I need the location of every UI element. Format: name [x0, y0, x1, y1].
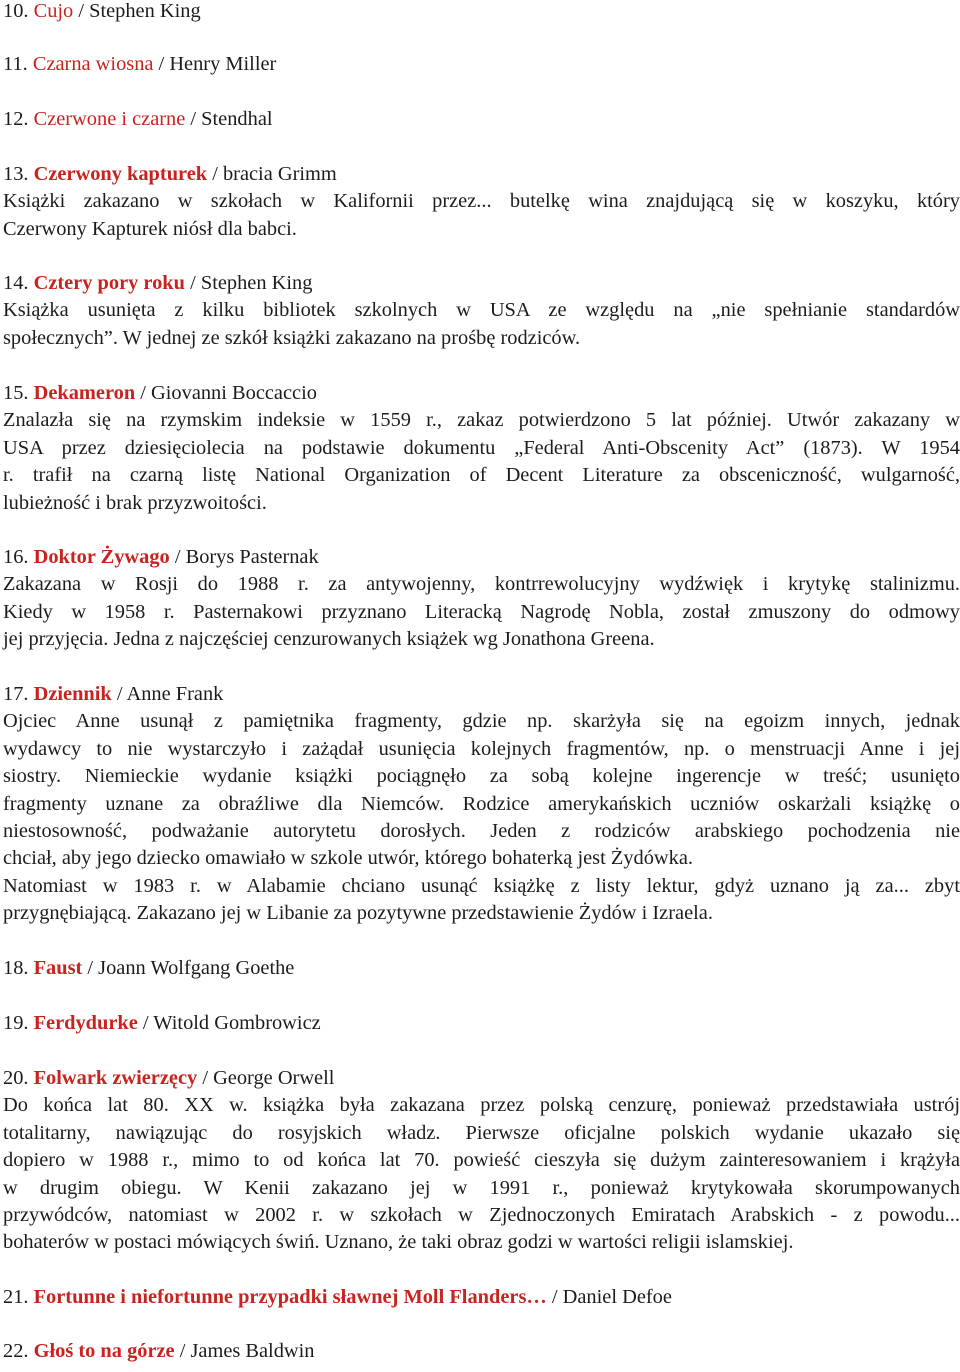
- book-description: [3, 297, 960, 352]
- book-title: Czarna wiosna: [32, 53, 154, 75]
- book-entry-10: [3, 0, 960, 25]
- book-entry-18: [3, 955, 960, 982]
- book-title: Fortunne i niefortunne przypadki sławnej Moll Flanders…: [33, 1286, 547, 1308]
- description-line: społecznych”. W jednej ze szkół książki zakazano na prośbę rodziców.: [3, 326, 581, 349]
- description-line: totalitarny, nawiązując do rosyjskich władz. Pierwsze oficjalne polskich wydanie ukazało się: [3, 1121, 960, 1144]
- book-author: / George Orwell: [197, 1067, 335, 1089]
- book-title: Faust: [33, 957, 83, 979]
- book-title: Czerwone i czarne: [33, 108, 186, 130]
- entry-number: 18.: [3, 957, 34, 979]
- book-entry-20: [3, 1065, 960, 1257]
- description-line: dopiero w 1988 r., mimo to od końca lat 70. powieść cieszyła się dużym zainteresowaniem i krążyła: [3, 1149, 960, 1172]
- book-description: [3, 407, 960, 517]
- entry-heading: [3, 681, 960, 708]
- book-title: Czerwony kapturek: [33, 163, 208, 185]
- book-author: / Borys Pasternak: [169, 546, 319, 568]
- book-description: [3, 1092, 960, 1256]
- description-line: Ojciec Anne usunął z pamiętnika fragmenty, gdzie np. skarżyła się na egoizm innych, jednak: [3, 710, 960, 733]
- entry-number: 22.: [3, 1340, 34, 1362]
- entry-number: 12.: [3, 108, 34, 130]
- book-author: / Joann Wolfgang Goethe: [82, 957, 295, 979]
- book-author: / Witold Gombrowicz: [137, 1012, 321, 1034]
- description-line: fragmenty uznane za obraźliwe dla Niemców. Rodzice amerykańskich uczniów oskarżali książkę o: [3, 792, 960, 815]
- book-author: / Daniel Defoe: [546, 1286, 672, 1308]
- book-author: / Henry Miller: [153, 53, 277, 75]
- book-description: [3, 571, 960, 653]
- entry-heading: [3, 380, 960, 407]
- description-line: jej przyjęcia. Jedna z najczęściej cenzurowanych książek wg Jonathona Greena.: [3, 628, 655, 651]
- book-entry-19: [3, 1010, 960, 1037]
- entry-number: 16.: [3, 546, 34, 568]
- entry-heading: [3, 106, 960, 133]
- description-line: Książka usunięta z kilku bibliotek szkolnych w USA ze względu na „nie spełnianie standardów: [3, 299, 960, 322]
- description-line: wydawcy to nie wystarczyło i zażądał usunięcia kolejnych fragmentów, np. o menstruacji Anne i jej: [3, 737, 960, 760]
- book-author: / Anne Frank: [111, 683, 224, 705]
- entry-number: 11.: [3, 53, 33, 75]
- book-title: Cujo: [33, 0, 74, 22]
- book-title: Cztery pory roku: [33, 272, 185, 294]
- description-line: bohaterów w postaci mówiących świń. Uznano, że taki obraz godzi w wartości religii islamskiej.: [3, 1231, 794, 1254]
- book-entry-22: [3, 1338, 960, 1365]
- description-line: przygnębiającą. Zakazano jej w Libanie za pozytywne przedstawienie Żydów i Izraela.: [3, 902, 713, 925]
- description-line: w drugim obiegu. W Kenii zakazano jej w 1991 r., ponieważ krytykowała skorumpowanych: [3, 1176, 960, 1199]
- entry-heading: [3, 1010, 960, 1037]
- entry-number: 20.: [3, 1067, 34, 1089]
- book-author: / Stephen King: [73, 0, 201, 22]
- entry-heading: [3, 544, 960, 571]
- book-author: / Giovanni Boccaccio: [135, 382, 317, 404]
- entry-number: 10.: [3, 0, 34, 22]
- description-line: Natomiast w 1983 r. w Alabamie chciano usunąć książkę z listy lektur, gdyż uznano ją za... zbyt: [3, 874, 960, 897]
- book-entry-13: [3, 161, 960, 243]
- description-line: Znalazła się na rzymskim indeksie w 1559 r., zakaz potwierdzono 5 lat później. Utwór zakazany w: [3, 409, 960, 432]
- description-line: Książki zakazano w szkołach w Kalifornii przez... butelkę wina znajdującą się w koszyku, który: [3, 190, 960, 213]
- book-title: Doktor Żywago: [33, 546, 170, 568]
- description-line: siostry. Niemieckie wydanie książki pociągnęło za sobą kolejne ingerencje w treść; usunięto: [3, 765, 960, 788]
- description-line: r. trafił na czarną listę National Organization of Decent Literature za obsceniczność, wulgarność,: [3, 464, 960, 487]
- book-author: / bracia Grimm: [207, 163, 337, 185]
- description-line: Zakazana w Rosji do 1988 r. za antywojenny, kontrrewolucyjny wydźwięk i krytykę stalinizmu.: [3, 573, 960, 596]
- book-description: [3, 708, 960, 927]
- book-description: [3, 188, 960, 243]
- entry-heading: [3, 1338, 960, 1365]
- book-entry-16: [3, 544, 960, 654]
- book-entry-21: [3, 1284, 960, 1311]
- entry-number: 13.: [3, 163, 34, 185]
- description-line: lubieżność i brak przyzwoitości.: [3, 491, 267, 514]
- entry-heading: [3, 1284, 960, 1311]
- book-entry-12: [3, 106, 960, 133]
- book-title: Ferdydurke: [33, 1012, 138, 1034]
- book-title: Dziennik: [33, 683, 112, 705]
- entry-number: 15.: [3, 382, 34, 404]
- entry-heading: [3, 955, 960, 982]
- entry-heading: [3, 161, 960, 188]
- entry-heading: [3, 1065, 960, 1092]
- description-line: USA przez dziesięciolecia na podstawie dokumentu „Federal Anti-Obscenity Act” (1873). W 1954: [3, 436, 960, 459]
- book-entry-15: [3, 380, 960, 517]
- entry-number: 14.: [3, 272, 34, 294]
- description-line: Czerwony Kapturek niósł dla babci.: [3, 217, 297, 240]
- description-line: Do końca lat 80. XX w. książka była zakazana przez polską cenzurę, ponieważ przedstawiała ustrój: [3, 1094, 960, 1117]
- description-line: przywódców, natomiast w 2002 r. w szkołach w Zjednoczonych Emiratach Arabskich - z powodu...: [3, 1204, 960, 1227]
- entry-number: 19.: [3, 1012, 34, 1034]
- book-entry-14: [3, 270, 960, 352]
- entry-heading: [3, 51, 960, 78]
- entry-heading: [3, 0, 960, 25]
- book-author: / Stephen King: [185, 272, 313, 294]
- book-entry-11: [3, 51, 960, 78]
- description-line: niestosowność, podważanie autorytetu dorosłych. Jeden z rodziców arabskiego pochodzenia nie: [3, 820, 960, 843]
- book-title: Folwark zwierzęcy: [33, 1067, 198, 1089]
- book-title: Głoś to na górze: [33, 1340, 175, 1362]
- book-author: / James Baldwin: [174, 1340, 315, 1362]
- book-title: Dekameron: [33, 382, 136, 404]
- entry-number: 21.: [3, 1286, 34, 1308]
- entry-number: 17.: [3, 683, 34, 705]
- entry-heading: [3, 270, 960, 297]
- book-author: / Stendhal: [185, 108, 273, 130]
- book-entry-17: [3, 681, 960, 928]
- description-line: chciał, aby jego dziecko omawiało w szkole utwór, którego bohaterką jest Żydówka.: [3, 847, 693, 870]
- description-line: Kiedy w 1958 r. Pasternakowi przyznano Literacką Nagrodę Nobla, został zmuszony do odmowy: [3, 600, 960, 623]
